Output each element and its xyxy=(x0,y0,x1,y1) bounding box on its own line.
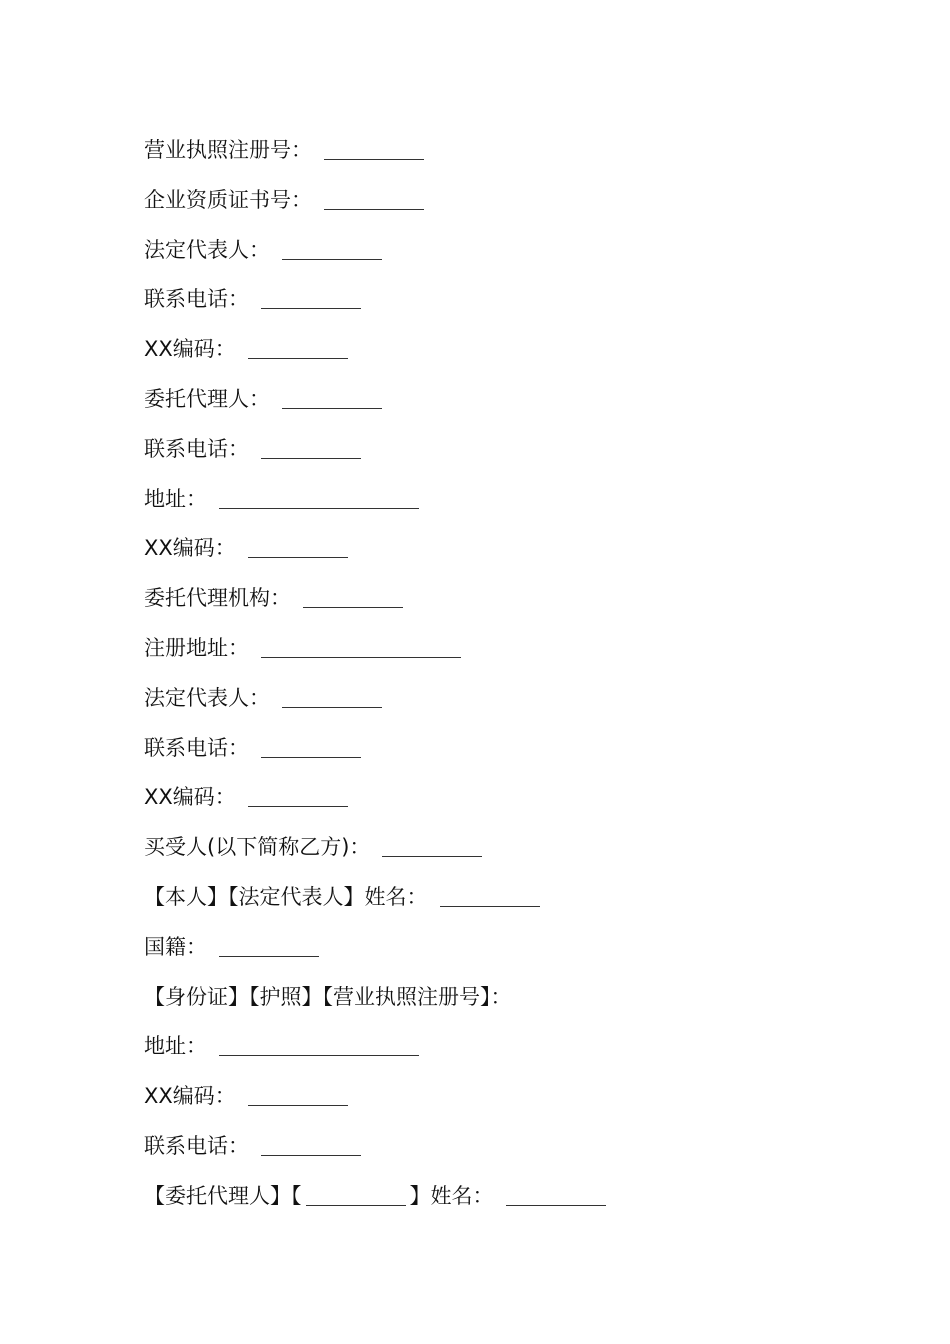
field-label: XX编码： xyxy=(144,1084,236,1109)
field-label: 国籍： xyxy=(144,934,207,959)
form-line-legal-representative xyxy=(144,233,904,283)
form-line-phone xyxy=(144,282,904,332)
form-line-phone xyxy=(144,432,904,482)
field-label: 联系电话： xyxy=(144,287,249,312)
fill-blank[interactable] xyxy=(282,233,382,260)
form-line-postal-code xyxy=(144,780,904,830)
field-label: 委托代理机构： xyxy=(144,586,291,611)
fill-blank[interactable] xyxy=(506,1179,606,1206)
field-label: 法定代表人： xyxy=(144,685,270,710)
fill-blank[interactable] xyxy=(248,1079,348,1106)
field-label: XX编码： xyxy=(144,337,236,362)
form-line-id-document xyxy=(144,980,904,1030)
field-label: 地址： xyxy=(144,1034,207,1059)
fill-blank[interactable] xyxy=(261,1129,361,1156)
field-label: 委托代理人： xyxy=(144,386,270,411)
form-line-address xyxy=(144,1029,904,1079)
fill-blank[interactable] xyxy=(261,631,461,658)
fill-blank[interactable] xyxy=(324,133,424,160)
field-label: 企业资质证书号： xyxy=(144,187,312,212)
fill-blank[interactable] xyxy=(248,332,348,359)
form-line-phone xyxy=(144,731,904,781)
fill-blank[interactable] xyxy=(261,282,361,309)
fill-blank[interactable] xyxy=(282,681,382,708)
form-line-phone xyxy=(144,1129,904,1179)
fill-blank[interactable] xyxy=(324,183,424,210)
fill-blank[interactable] xyxy=(261,731,361,758)
form-line-buyer-name xyxy=(144,880,904,930)
field-label: 注册地址： xyxy=(144,635,249,660)
form-line-address xyxy=(144,482,904,532)
form-line-business-license-no xyxy=(144,133,904,183)
field-label: 【本人】【法定代表人】姓名： xyxy=(144,884,428,909)
form-line-postal-code xyxy=(144,332,904,382)
fill-blank[interactable] xyxy=(219,930,319,957)
form-line-postal-code xyxy=(144,531,904,581)
form-line-agent-name xyxy=(144,1179,904,1229)
fill-blank[interactable] xyxy=(282,382,382,409)
fill-blank[interactable] xyxy=(248,531,348,558)
field-label: 地址： xyxy=(144,486,207,511)
field-label: 联系电话： xyxy=(144,1133,249,1158)
field-label: 【身份证】【护照】【营业执照注册号】： xyxy=(144,984,512,1009)
field-label: 营业执照注册号： xyxy=(144,138,312,162)
field-label: 买受人(以下简称乙方)： xyxy=(144,835,371,860)
fill-blank[interactable] xyxy=(219,482,419,509)
party-info-form xyxy=(144,133,904,1229)
field-label-prefix: 【委托代理人】【 xyxy=(144,1183,302,1208)
form-line-postal-code xyxy=(144,1079,904,1129)
field-label: XX编码： xyxy=(144,785,236,810)
field-label-suffix: 】姓名： xyxy=(409,1183,494,1208)
fill-blank[interactable] xyxy=(382,830,482,857)
fill-blank[interactable] xyxy=(248,780,348,807)
fill-blank[interactable] xyxy=(219,1029,419,1056)
fill-blank[interactable] xyxy=(261,432,361,459)
fill-blank[interactable] xyxy=(303,581,403,608)
form-line-qualification-cert-no xyxy=(144,183,904,233)
field-label: 法定代表人： xyxy=(144,237,270,262)
field-label: 联系电话： xyxy=(144,735,249,760)
form-line-legal-representative xyxy=(144,681,904,731)
fill-blank[interactable] xyxy=(440,880,540,907)
form-line-registered-address xyxy=(144,631,904,681)
form-line-authorized-agent xyxy=(144,382,904,432)
field-label: 联系电话： xyxy=(144,436,249,461)
form-line-agency xyxy=(144,581,904,631)
field-label: XX编码： xyxy=(144,536,236,561)
form-line-buyer xyxy=(144,830,904,880)
fill-blank[interactable] xyxy=(306,1179,406,1206)
form-line-nationality xyxy=(144,930,904,980)
